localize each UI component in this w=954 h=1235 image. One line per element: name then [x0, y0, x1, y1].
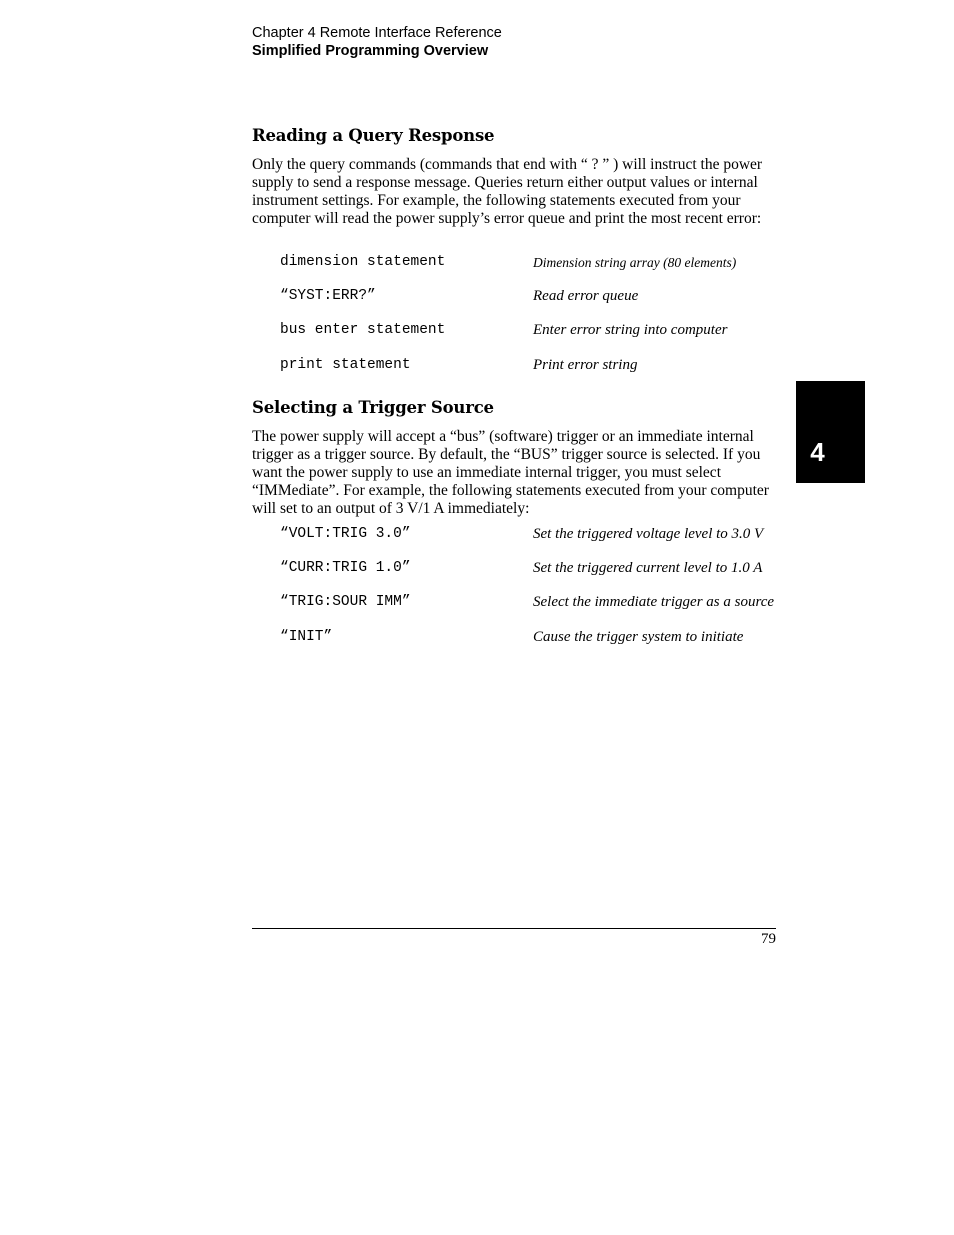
command-description: Set the triggered voltage level to 3.0 V [533, 526, 764, 542]
command-description: Read error queue [533, 288, 639, 304]
trigger-source-heading: Selecting a Trigger Source [252, 398, 494, 417]
command-text: “VOLT:TRIG 3.0” [280, 526, 411, 542]
command-description: Dimension string array (80 elements) [533, 255, 737, 270]
footer-rule [252, 928, 776, 929]
code-row [280, 594, 780, 614]
command-text: bus enter statement [280, 322, 446, 338]
command-text: “SYST:ERR?” [280, 288, 376, 304]
query-response-paragraph: Only the query commands (commands that end with “ ? ” ) will instruct the power supply to send a response message. Queries return either output values or internal instrument settings. For example, the following statements executed from your computer will read the power supply’s error queue and print the most recent error: [252, 156, 763, 227]
command-description: Select the immediate trigger as a source [533, 594, 775, 610]
code-row [280, 526, 780, 546]
query-response-heading: Reading a Query Response [252, 126, 495, 145]
command-text: “TRIG:SOUR IMM” [280, 594, 411, 610]
command-description: Cause the trigger system to initiate [533, 629, 744, 645]
command-text: “CURR:TRIG 1.0” [280, 560, 411, 576]
command-text: dimension statement [280, 254, 446, 270]
code-row [280, 560, 780, 580]
chapter-tab-number: 4 [810, 437, 825, 467]
chapter-title: Chapter 4 Remote Interface Reference [252, 25, 502, 41]
code-row [280, 357, 780, 377]
trigger-source-paragraph: The power supply will accept a “bus” (software) trigger or an immediate internal trigger as a trigger source. By default, the “BUS” trigger source is selected. If you want the power supply to use an immediate internal trigger, you must select “IMMediate”. For example, the following statements executed from your computer will set to an output of 3 V/1 A immediately: [252, 428, 769, 517]
code-row [280, 629, 780, 649]
chapter-tab [796, 381, 865, 483]
page-number: 79 [761, 931, 776, 947]
command-text: “INIT” [280, 629, 333, 645]
code-row [280, 254, 780, 274]
code-row [280, 322, 780, 342]
command-description: Set the triggered current level to 1.0 A [533, 560, 763, 576]
page-header [252, 24, 502, 60]
command-description: Enter error string into computer [533, 322, 728, 338]
code-row [280, 288, 780, 308]
section-title: Simplified Programming Overview [252, 43, 489, 59]
command-description: Print error string [533, 357, 638, 373]
command-text: print statement [280, 357, 411, 373]
